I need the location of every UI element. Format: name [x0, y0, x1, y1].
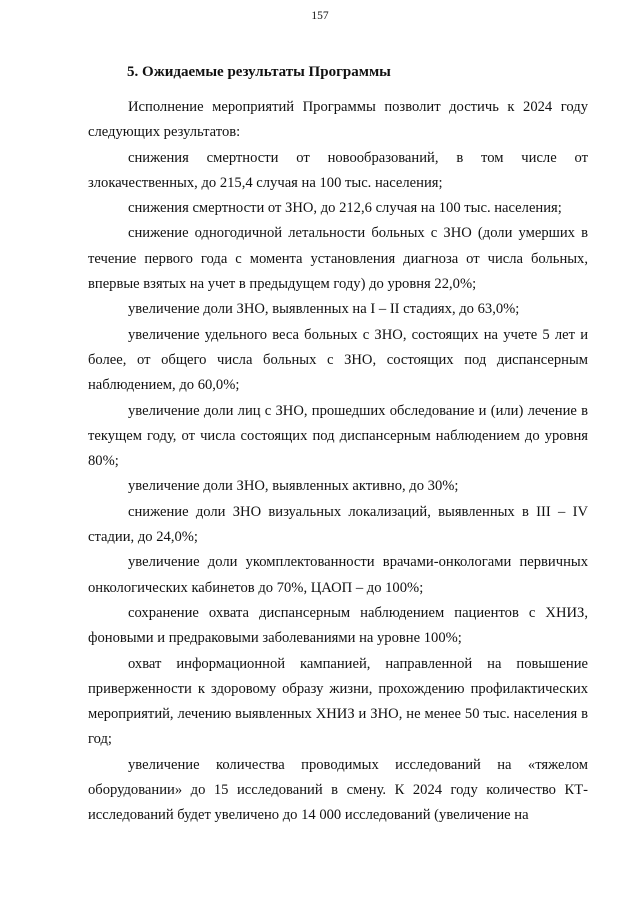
section-title: 5. Ожидаемые результаты Программы — [127, 64, 391, 80]
page-number: 157 — [311, 10, 329, 22]
paragraph-intro: Исполнение мероприятий Программы позволит достичь к 2024 году следующих результатов: — [88, 99, 588, 141]
paragraph-result: увеличение доли лиц с ЗНО, прошедших обследование и (или) лечение в текущем году, от числа состоящих под диспансерным наблюдением до уровня 80%; — [88, 402, 588, 470]
paragraph-result: снижение одногодичной летальности больных с ЗНО (доли умерших в течение первого года с момента установления диагноза от числа больных, впервые взятых на учет в предыдущем году) до уровня 22,0%; — [88, 225, 588, 293]
paragraph-result: снижения смертности от новообразований, в том числе от злокачественных, до 215,4 случая на 100 тыс. населения; — [88, 149, 588, 191]
document-body — [88, 95, 588, 829]
paragraph-result: увеличение количества проводимых исследований на «тяжелом оборудовании» до 15 исследований в смену. К 2024 году количество КТ-исследований будет увеличено до 14 000 исследований (увеличение на — [88, 756, 588, 824]
paragraph-result: увеличение удельного веса больных с ЗНО, состоящих на учете 5 лет и более, от общего числа больных с ЗНО, состоящих под диспансерным наблюдением, до 60,0%; — [88, 326, 588, 394]
paragraph-result: снижение доли ЗНО визуальных локализаций, выявленных в III – IV стадии, до 24,0%; — [88, 503, 588, 546]
paragraph-result: увеличение доли укомплектованности врачами-онкологами первичных онкологических кабинетов до 70%, ЦАОП – до 100%; — [88, 554, 588, 596]
paragraph-result: увеличение доли ЗНО, выявленных на I – II стадиях, до 63,0%; — [128, 301, 520, 318]
paragraph-result: увеличение доли ЗНО, выявленных активно, до 30%; — [128, 478, 459, 495]
paragraph-result: сохранение охвата диспансерным наблюдением пациентов с ХНИЗ, фоновыми и предраковыми заболеваниями на уровне 100%; — [88, 604, 588, 647]
paragraph-result: снижения смертности от ЗНО, до 212,6 случая на 100 тыс. населения; — [128, 200, 562, 217]
paragraph-result: охват информационной кампанией, направленной на повышение приверженности к здоровому образу жизни, прохождению профилактических мероприятий, лечению выявленных ХНИЗ и ЗНО, не менее 50 тыс. населения в год; — [88, 655, 588, 748]
